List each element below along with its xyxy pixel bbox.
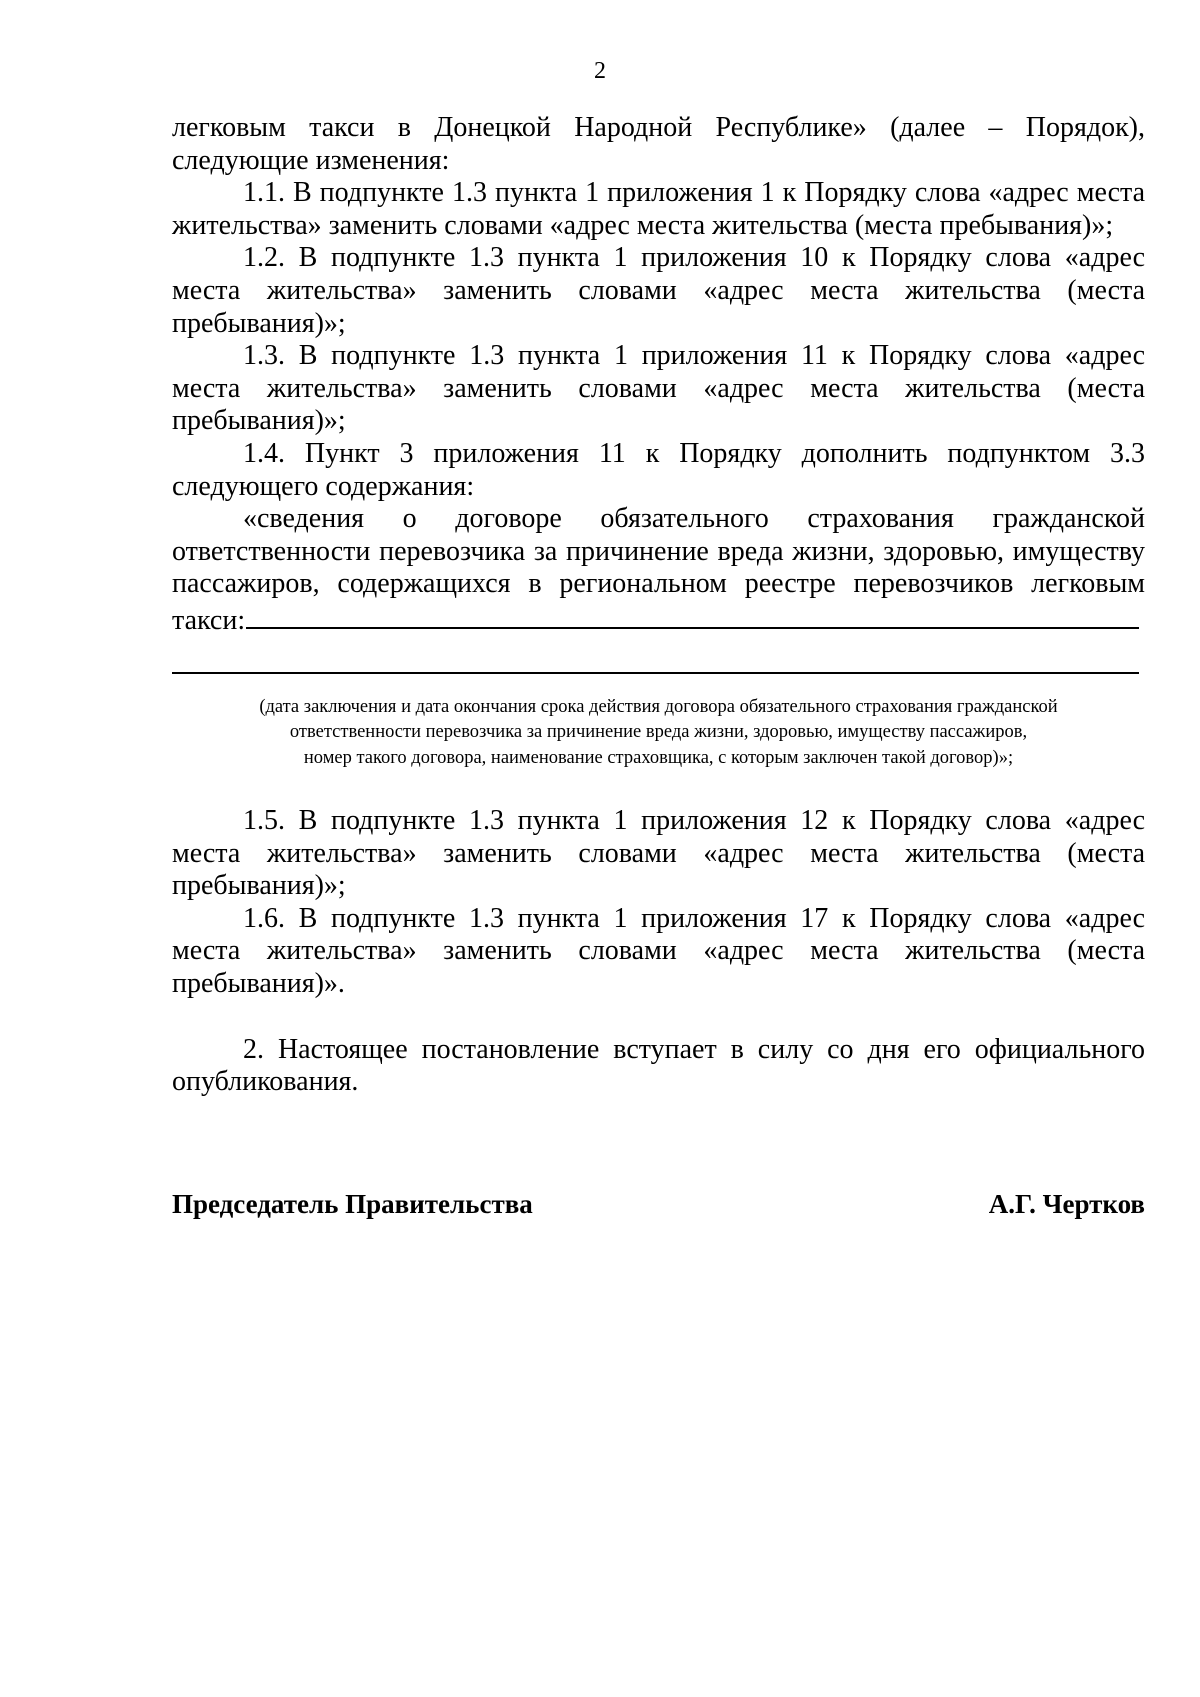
caption-line-3: номер такого договора, наименование страховщика, с которым заключен такой договор)»;: [303, 747, 1014, 768]
intro-line-2: следующие изменения:: [172, 144, 450, 176]
intro-line-1: [172, 112, 1145, 145]
taxi-label: такси:: [172, 604, 246, 636]
intro-line-1-text: легковым такси в Донецкой Народной Республике» (далее – Порядок),: [172, 112, 1145, 143]
spacer: [172, 771, 1145, 805]
blank-line-full: [172, 672, 1139, 674]
page-number: 2: [594, 58, 606, 84]
item-1-3: 1.3. В подпункте 1.3 пункта 1 приложения 11 к Порядку слова «адрес места жительства» заменить словами «адрес места жительства (места пребывания)»;: [172, 340, 1145, 437]
item-1-5: 1.5. В подпункте 1.3 пункта 1 приложения 12 к Порядку слова «адрес места жительства» заменить словами «адрес места жительства (места пребывания)»;: [172, 805, 1145, 902]
caption-line-2: ответственности перевозчика за причинение вреда жизни, здоровью, имуществу пассажиров,: [289, 722, 1028, 742]
caption: [172, 695, 1145, 772]
caption-line-1: (дата заключения и дата окончания срока действия договора обязательного страхования гражданской: [259, 696, 1058, 717]
taxi-fill-line: [172, 601, 1145, 638]
spacer: [172, 1001, 1145, 1034]
item-1-2: 1.2. В подпункте 1.3 пункта 1 приложения 10 к Порядку слова «адрес места жительства» заменить словами «адрес места жительства (места пребывания)»;: [172, 242, 1145, 339]
item-1-6: 1.6. В подпункте 1.3 пункта 1 приложения 17 к Порядку слова «адрес места жительства» заменить словами «адрес места жительства (места пребывания)».: [172, 902, 1145, 999]
quote-text: «сведения о договоре обязательного страхования гражданской ответственности перевозчика за причинение вреда жизни, здоровью, имуществу пассажиров, содержащихся в региональном реестре перевозчиков легковым: [172, 503, 1145, 600]
item-1-1: 1.1. В подпункте 1.3 пункта 1 приложения 1 к Порядку слова «адрес места жительства» заменить словами «адрес места жительства (места пребывания)»;: [172, 177, 1145, 241]
signatory-title: Председатель Правительства: [172, 1189, 533, 1219]
section-2: 2. Настоящее постановление вступает в силу со дня его официального опубликования.: [172, 1033, 1145, 1098]
blank-line: [246, 601, 1139, 629]
signatory-name: А.Г. Чертков: [988, 1189, 1145, 1219]
document-body: [172, 112, 1145, 1099]
item-1-4: 1.4. Пункт 3 приложения 11 к Порядку дополнить подпунктом 3.3 следующего содержания:: [172, 437, 1145, 502]
signature-block: [172, 1188, 1145, 1220]
